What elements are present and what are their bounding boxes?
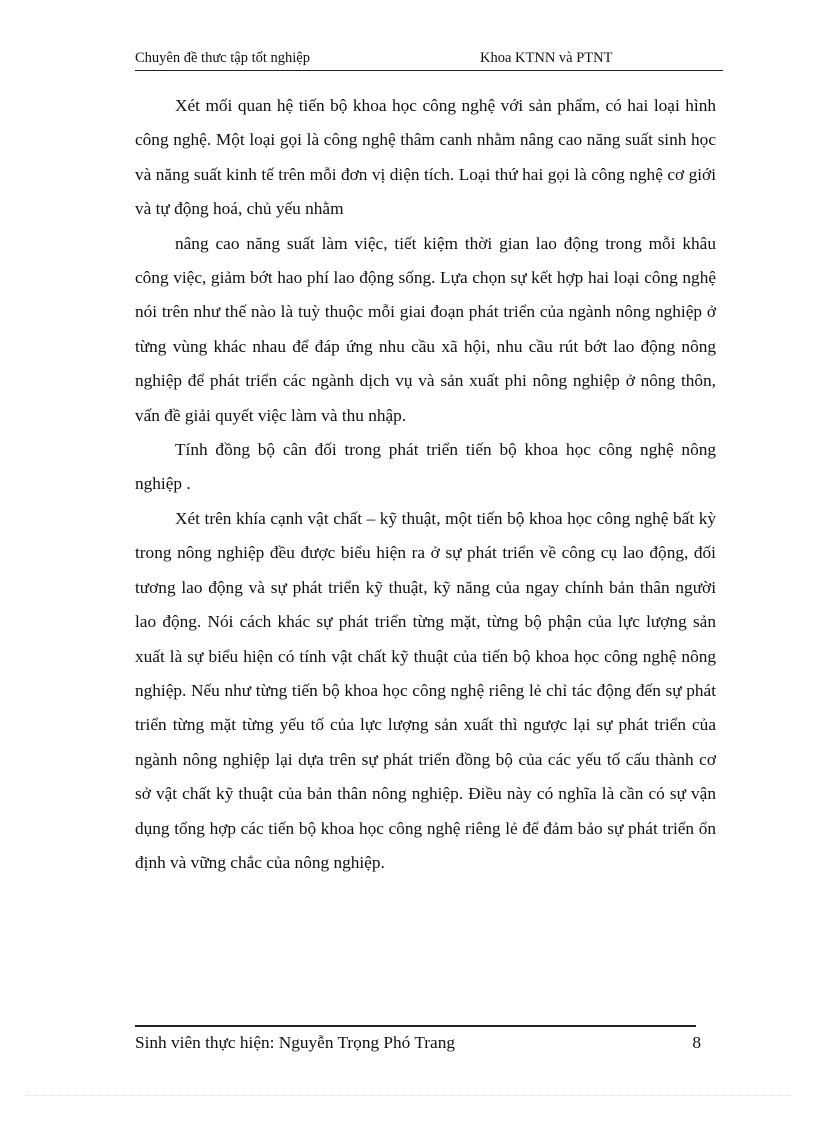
paragraph-3: Tính đồng bộ cân đối trong phát triển tiến bộ khoa học công nghệ nông nghiệp . <box>135 440 716 494</box>
paragraph-1: Xét mối quan hệ tiến bộ khoa học công nghệ với sản phẩm, có hai loại hình công nghệ. Một loại gọi là công nghệ thâm canh nhằm nâng cao năng suất sinh học và năng suất kinh tế trên mỗi đơn vị diện tích. Loại thứ hai gọi là công nghệ cơ giới và tự động hoá, chủ yếu nhằm <box>135 96 716 219</box>
paragraph-2: nâng cao năng suất làm việc, tiết kiệm thời gian lao động trong mỗi khâu công việc, giảm bớt hao phí lao động sống. Lựa chọn sự kết hợp hai loại công nghệ nói trên như thế nào là tuỳ thuộc mỗi giai đoạn phát triển của ngành nông nghiệp ở từng vùng khác nhau để đáp ứng nhu cầu xã hội, nhu cầu rút bớt lao động nông nghiệp để phát triển các ngành dịch vụ và sản xuất phi nông nghiệp ở nông thôn, vấn đề giải quyết việc làm và thu nhập. <box>135 233 716 425</box>
paragraph-4: Xét trên khía cạnh vật chất – kỹ thuật, một tiến bộ khoa học công nghệ bất kỳ trong nông nghiệp đều được biểu hiện ra ở sự phát triển về công cụ lao động, đối tương lao động và sự phát triển kỹ thuật, kỹ năng của ngay chính bản thân người lao động. Nói cách khác sự phát triển từng mặt, từng bộ phận của lực lượng sản xuất là sự biểu hiện có tính vật chất kỹ thuật của tiến bộ khoa học công nghệ nông nghiệp. Nếu như từng tiến bộ khoa học công nghệ riêng lẻ chỉ tác động đến sự phát triển từng mặt từng yếu tố của lực lượng sản xuất thì ngược lại sự phát triển của ngành nông nghiệp lại dựa trên sự phát triển đồng bộ của các yếu tố cấu thành cơ sở vật chất kỹ thuật của bản thân nông nghiệp. Điều này có nghĩa là cần có sự vận dụng tổng hợp các tiến bộ khoa học công nghệ riêng lẻ để đảm bảo sự phát triển ổn định và vững chắc của nông nghiệp. <box>135 508 716 872</box>
page-header <box>135 50 723 71</box>
header-right-text: Khoa KTNN và PTNT <box>480 50 613 66</box>
body-text <box>135 89 716 880</box>
footer-divider <box>135 1025 696 1027</box>
page-footer <box>135 1031 705 1055</box>
header-left-text: Chuyên đề thưc tập tốt nghiệp <box>135 50 310 66</box>
page-bottom-dotted-line <box>25 1095 791 1096</box>
page-number: 8 <box>692 1033 701 1052</box>
footer-author: Sinh viên thực hiện: Nguyễn Trọng Phó Trang <box>135 1033 455 1052</box>
